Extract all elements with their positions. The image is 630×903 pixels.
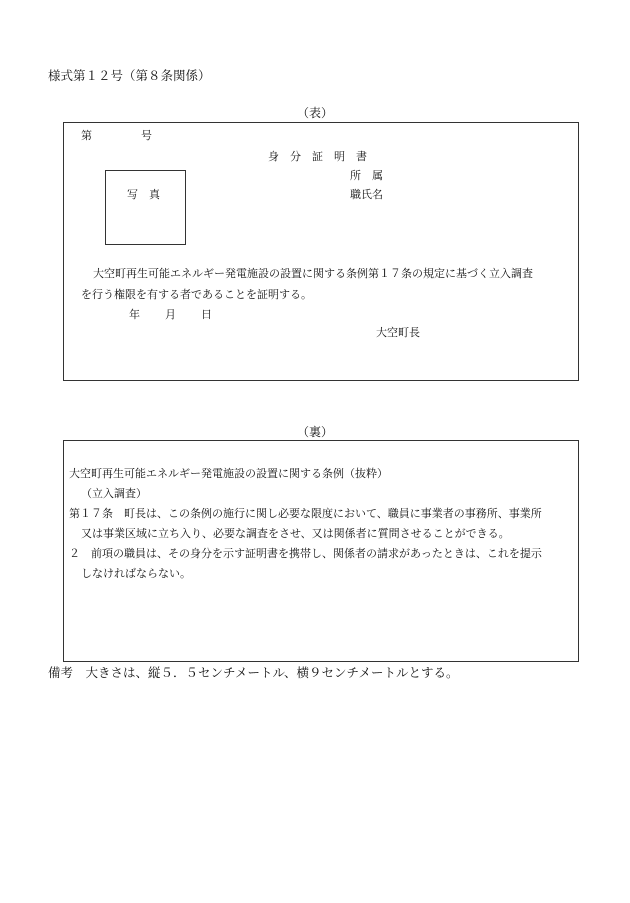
certificate-title: 身 分 証 明 書 [268, 150, 367, 163]
certification-text-line1: 大空町再生可能エネルギー発電施設の設置に関する条例第１７条の規定に基づく立入調査 [93, 267, 533, 280]
date-year: 年 [129, 308, 140, 321]
paragraph-2-line1: ２ 前項の職員は、その身分を示す証明書を携帯し、関係者の請求があったときは、これを提示 [69, 547, 542, 560]
excerpt-title: 大空町再生可能エネルギー発電施設の設置に関する条例（抜粋） [69, 467, 388, 480]
date-day: 日 [201, 308, 212, 321]
front-side-label: （表） [296, 106, 333, 120]
name-label: 職氏名 [350, 188, 383, 201]
number-suffix: 号 [141, 129, 152, 142]
issuer: 大空町長 [376, 326, 420, 339]
form-title: 様式第１２号（第８条関係） [48, 68, 211, 83]
section-heading: （立入調査） [81, 487, 147, 500]
remarks: 備考 大きさは、縦５．５センチメートル、横９センチメートルとする。 [48, 665, 459, 680]
number-prefix: 第 [81, 129, 92, 142]
date-month: 月 [165, 308, 176, 321]
back-side-label: （裏） [296, 425, 333, 439]
photo-box [105, 170, 186, 245]
paragraph-2-line2: しなければならない。 [81, 567, 191, 580]
article-17-line2: 又は事業区域に立ち入り、必要な調査をさせ、又は関係者に質問させることができる。 [81, 527, 510, 540]
photo-label: 写 真 [127, 188, 160, 201]
article-17-line1: 第１７条 町長は、この条例の施行に関し必要な限度において、職員に事業者の事務所、事業所 [69, 507, 542, 520]
affiliation-label: 所 属 [350, 169, 383, 182]
certification-text-line2: を行う権限を有する者であることを証明する。 [81, 288, 312, 301]
